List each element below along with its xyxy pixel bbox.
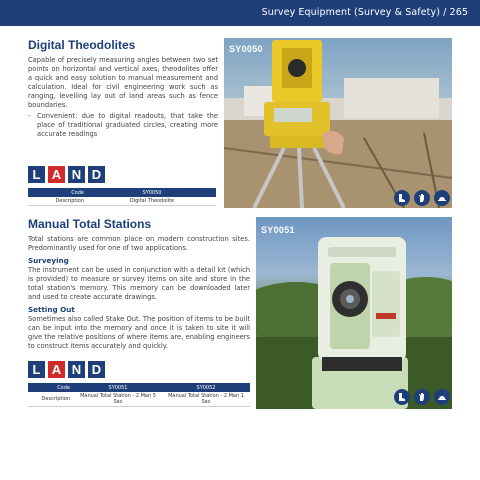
land-letter: N [68, 361, 85, 378]
safety-boot-icon [394, 190, 410, 206]
description-value-cell: Digital Theodolite [88, 197, 216, 206]
setting-out-heading: Setting Out [28, 305, 75, 314]
page-header-bar [0, 0, 480, 26]
total-stations-intro: Total stations are common place on modern construction sites. Predominantly used for one of two applications. [28, 235, 250, 252]
total-station-photo [256, 217, 452, 409]
glove-icon [414, 389, 430, 405]
description-value-cell: Manual Total Station - 2 Man 5 Sec [74, 392, 162, 407]
code-column-header: Code [28, 188, 88, 197]
theodolites-bullet: - Convenient: due to digital readouts, that take the place of traditional graduated circles, creating more accurate readings [28, 112, 218, 139]
land-letter: D [88, 361, 105, 378]
product-code-tag: SY0051 [261, 225, 295, 235]
table-row [28, 392, 250, 407]
code-column-header: Code [28, 383, 74, 392]
land-logo-theodolites [28, 166, 105, 184]
safety-boot-icon [394, 389, 410, 405]
theodolites-spec-table [28, 188, 216, 206]
total-stations-spec-table [28, 383, 250, 407]
land-letter: D [88, 166, 105, 183]
land-letter: L [28, 361, 45, 378]
theodolites-ppe-icons [394, 190, 450, 206]
land-letter: A [48, 166, 65, 183]
code-value-cell: SY0050 [88, 188, 216, 197]
code-value-cell: SY0051 [74, 383, 162, 392]
section-page-label: Survey Equipment (Survey & Safety) / 265 [261, 7, 468, 18]
total-stations-title: Manual Total Stations [28, 217, 152, 231]
theodolites-bullet-list [28, 112, 218, 139]
theodolites-body: Capable of precisely measuring angles between two set points on horizontal and vertical axes, theodolites offer a quick and easy solution to manual measurement and calculation. Ideal for civil engineering work such as ranging, levelling lay out of land areas such as fence boundaries. [28, 56, 218, 109]
total-station-illustration [256, 217, 452, 409]
description-row-header: Description [28, 197, 88, 206]
land-letter: A [48, 361, 65, 378]
theodolites-title: Digital Theodolites [28, 38, 136, 52]
surveying-heading: Surveying [28, 256, 69, 265]
total-stations-ppe-icons [394, 389, 450, 405]
description-row-header: Description [28, 392, 74, 407]
description-value-cell: Manual Total Station - 2 Man 1 Sec [162, 392, 250, 407]
hard-hat-icon [434, 190, 450, 206]
theodolite-illustration [224, 38, 452, 208]
land-logo-total-stations [28, 361, 105, 379]
total-stations-text-column [28, 217, 250, 351]
land-letter: L [28, 166, 45, 183]
code-value-cell: SY0052 [162, 383, 250, 392]
surveying-body: The instrument can be used in conjunction with a detail kit (which is provided) to measure or survey items on site and store in the total station's memory. This memory can be downloaded later and used to create accurate drawings. [28, 266, 250, 301]
table-row [28, 197, 216, 206]
land-letter: N [68, 166, 85, 183]
table-row [28, 383, 250, 392]
theodolites-text-column [28, 38, 218, 139]
theodolite-photo [224, 38, 452, 208]
hard-hat-icon [434, 389, 450, 405]
table-row [28, 188, 216, 197]
glove-icon [414, 190, 430, 206]
setting-out-body: Sometimes also called Stake Out. The position of items to be built can be input into the memory and once it is taken to site it will give the relative positions of where items are, enabling engineers to construct items accurately and quickly. [28, 315, 250, 350]
product-code-tag: SY0050 [229, 44, 263, 54]
